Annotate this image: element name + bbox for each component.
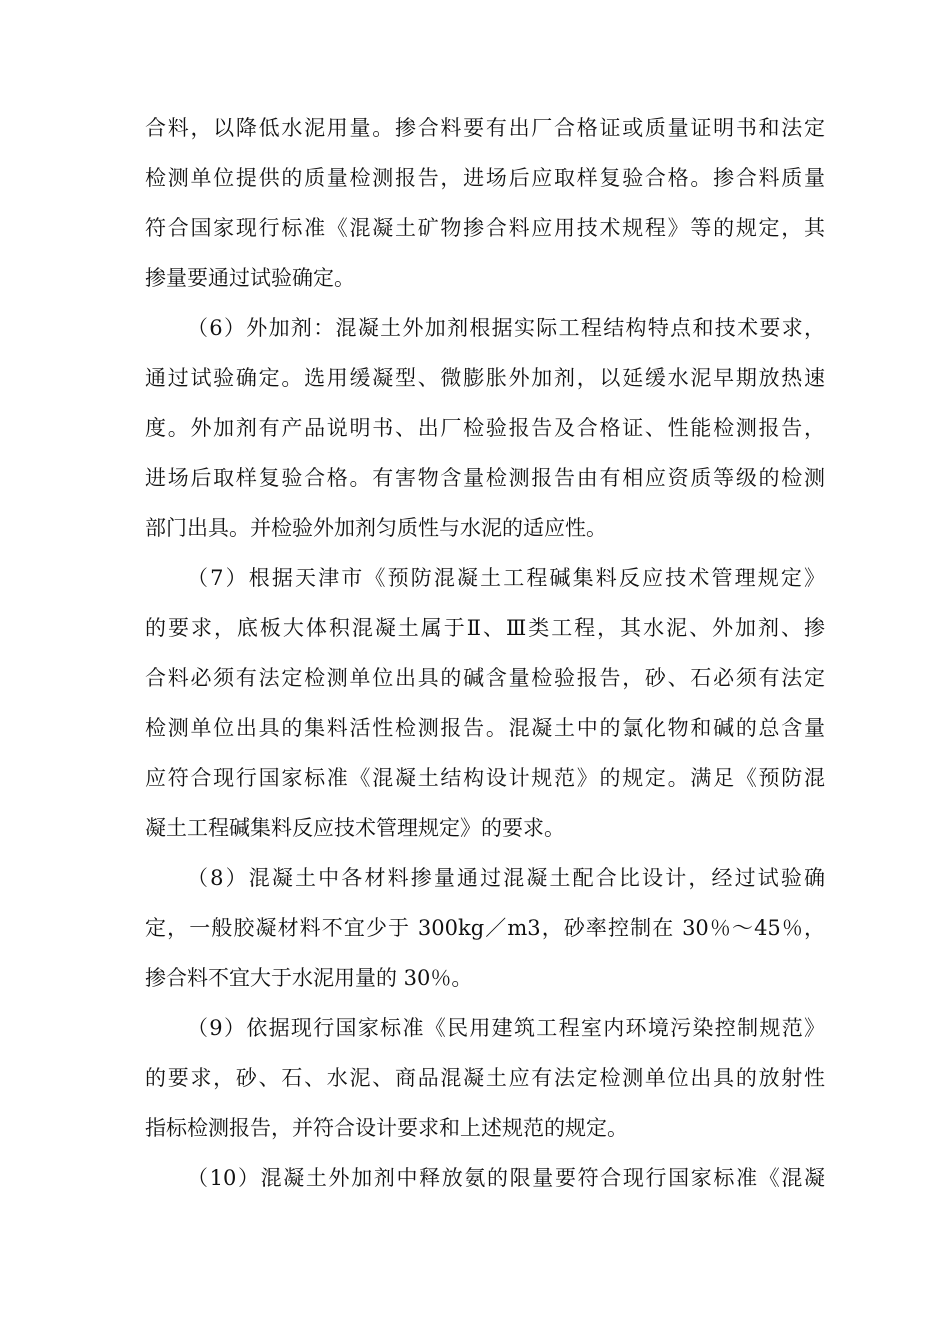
paragraph-8-first-line: （8）混凝土中各材料掺量通过混凝土配合比设计，经过试验确 bbox=[187, 866, 825, 890]
paragraph-6-first-line: （6）外加剂：混凝土外加剂根据实际工程结构特点和技术要求， bbox=[187, 316, 825, 340]
text-line: 凝土工程碱集料反应技术管理规定》的要求。 bbox=[145, 816, 565, 840]
body-text bbox=[145, 103, 825, 1203]
text-line: 掺合料不宜大于水泥用量的 30％。 bbox=[145, 966, 473, 990]
text-line: 度。外加剂有产品说明书、出厂检验报告及合格证、性能检测报告， bbox=[145, 416, 825, 440]
text-line: 掺量要通过试验确定。 bbox=[145, 266, 355, 290]
text-line: 的要求，底板大体积混凝土属于Ⅱ、Ⅲ类工程，其水泥、外加剂、掺 bbox=[145, 616, 825, 640]
text-line: 检测单位提供的质量检测报告，进场后应取样复验合格。掺合料质量 bbox=[145, 166, 825, 190]
text-line: 应符合现行国家标准《混凝土结构设计规范》的规定。满足《预防混 bbox=[145, 766, 825, 790]
paragraph-7-first-line: （7）根据天津市《预防混凝土工程碱集料反应技术管理规定》 bbox=[187, 566, 825, 590]
text-line: 检测单位出具的集料活性检测报告。混凝土中的氯化物和碱的总含量 bbox=[145, 716, 825, 740]
text-line: 部门出具。并检验外加剂匀质性与水泥的适应性。 bbox=[145, 516, 607, 540]
text-line: 合料必须有法定检测单位出具的碱含量检验报告，砂、石必须有法定 bbox=[145, 666, 825, 690]
text-line: 进场后取样复验合格。有害物含量检测报告由有相应资质等级的检测 bbox=[145, 466, 825, 490]
paragraph-10-first-line: （10）混凝土外加剂中释放氨的限量要符合现行国家标准《混凝 bbox=[187, 1166, 825, 1190]
text-line: 的要求，砂、石、水泥、商品混凝土应有法定检测单位出具的放射性 bbox=[145, 1066, 825, 1090]
text-line: 合料，以降低水泥用量。掺合料要有出厂合格证或质量证明书和法定 bbox=[145, 116, 825, 140]
text-line: 符合国家现行标准《混凝土矿物掺合料应用技术规程》等的规定，其 bbox=[145, 216, 825, 240]
text-line: 通过试验确定。选用缓凝型、微膨胀外加剂，以延缓水泥早期放热速 bbox=[145, 366, 825, 390]
paragraph-9-first-line: （9）依据现行国家标准《民用建筑工程室内环境污染控制规范》 bbox=[187, 1016, 825, 1040]
text-line: 定，一般胶凝材料不宜少于 300kg／m3，砂率控制在 30％～45％， bbox=[145, 916, 825, 940]
text-line: 指标检测报告，并符合设计要求和上述规范的规定。 bbox=[145, 1116, 628, 1140]
